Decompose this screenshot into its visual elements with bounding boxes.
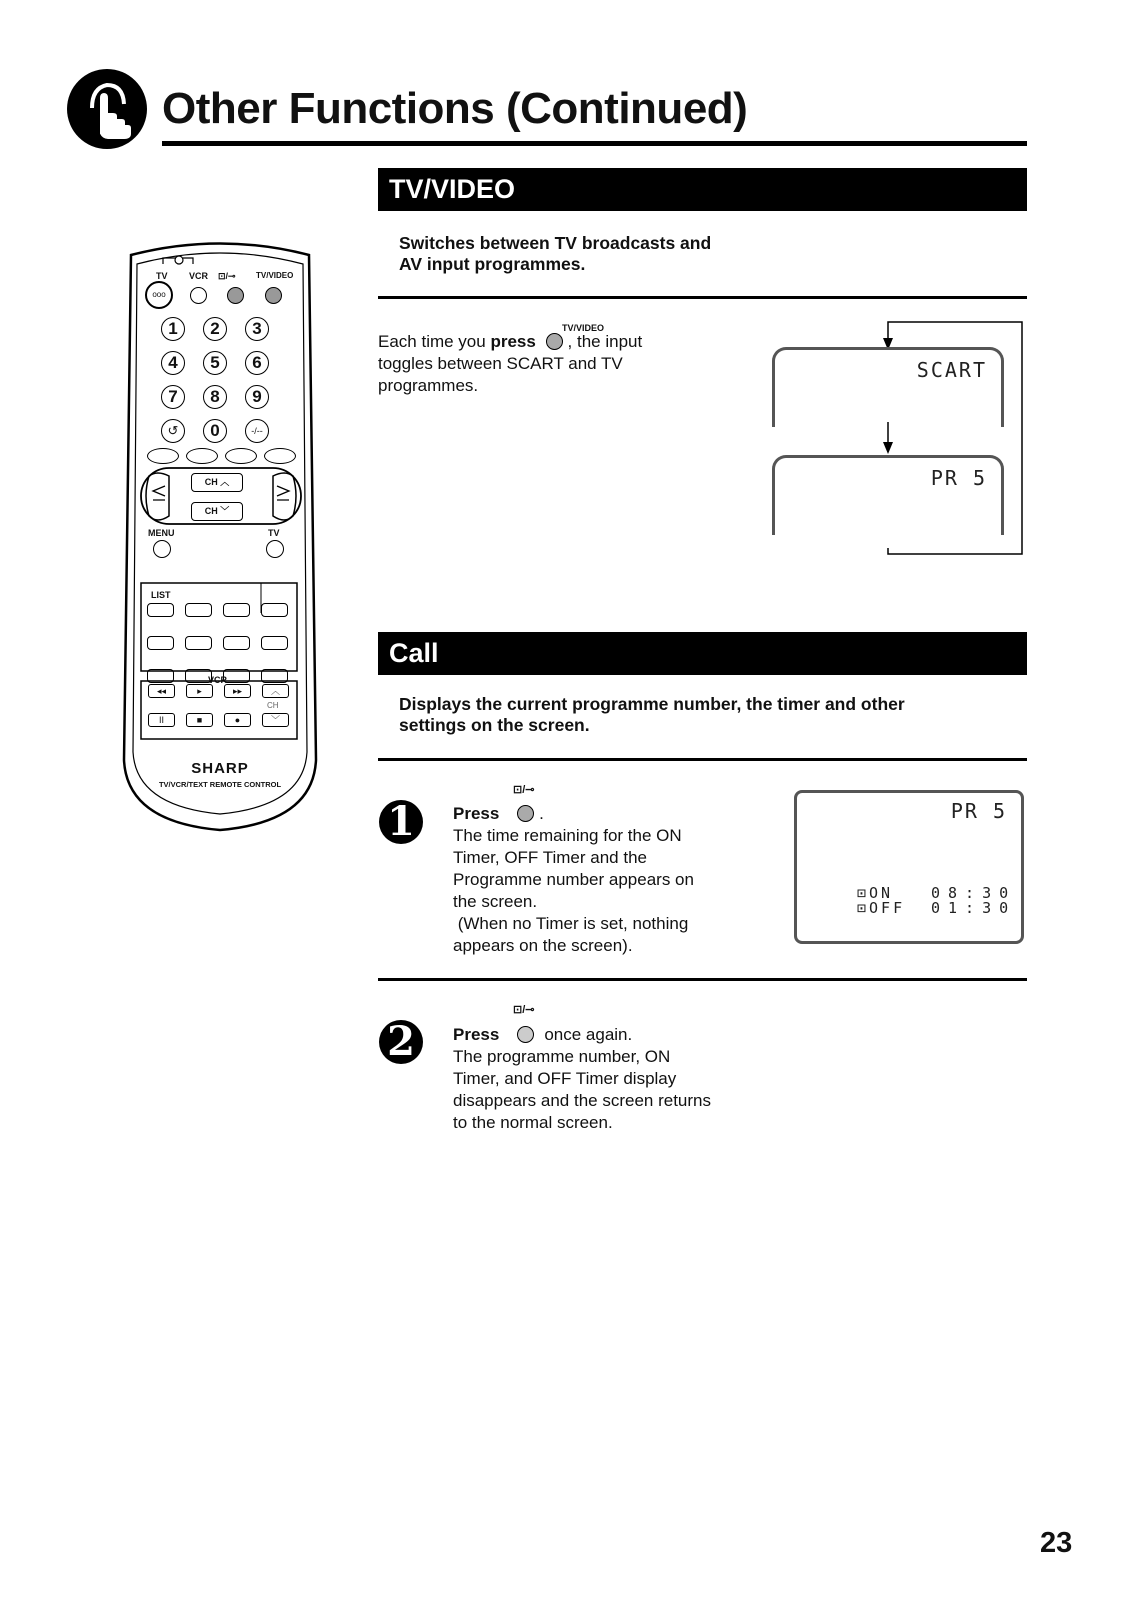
tv-video-body-line: toggles between SCART and TV (378, 354, 623, 373)
remote-digit: 2 (203, 317, 227, 341)
step-number: 2 (379, 1020, 423, 1064)
page-number: 23 (1040, 1527, 1073, 1559)
remote-control (121, 240, 319, 832)
call-button-icon (517, 805, 534, 822)
remote-digit: 3 (245, 317, 269, 341)
remote-ch-small-label: CH (267, 701, 279, 710)
remote-menu-label: MENU (148, 528, 175, 538)
step1-line: (When no Timer is set, nothing (453, 914, 689, 933)
teletext-hold-icon: ⊡/⊸ (218, 271, 236, 281)
tvvideo-button-label: TV/VIDEO (562, 323, 605, 333)
remote-menu-button (153, 540, 171, 558)
tv-video-press-word: press (490, 332, 536, 351)
dash-icon: -/-- (245, 419, 269, 443)
remote-ch-down: CH ﹀ (191, 502, 243, 521)
step1-line: The time remaining for the ON (453, 826, 682, 845)
remote-vcr-buttons: ◂◂ ▸ ▸▸ ︿ II ■ ● ﹀ (148, 684, 298, 727)
tv-video-lead-line: Switches between TV broadcasts and (399, 233, 712, 253)
tv-video-body-text: Each time you (378, 332, 491, 351)
remote-label-vcr: VCR (189, 271, 209, 281)
call-lead-line: Displays the current programme number, the timer and other (399, 694, 905, 714)
osd-off-label: OFF (869, 899, 906, 917)
remote-brand-logo: SHARP (191, 760, 249, 777)
call-button-label-icon: ⊡/⊸ (513, 1004, 535, 1016)
timer-icon: ⊡ (857, 884, 870, 902)
remote-digit: 5 (203, 351, 227, 375)
tv-video-lead-line: AV input programmes. (399, 254, 586, 274)
tv-video-body-line: programmes. (378, 376, 479, 395)
remote-digit: 9 (245, 385, 269, 409)
step1-line: Timer, OFF Timer and the (453, 848, 647, 867)
remote-ch-up: CH ︿ (191, 473, 243, 492)
remote-label-tvvideo: TV/VIDEO (256, 271, 294, 280)
remote-vcr-button (190, 287, 207, 304)
tvvideo-button-icon (546, 333, 563, 350)
tv-screen-scart (772, 347, 1004, 427)
step2-text (453, 1024, 773, 1134)
osd-on-time: 08:30 (931, 884, 1017, 902)
remote-digit: 0 (203, 419, 227, 443)
remote-digit: 7 (161, 385, 185, 409)
section-rule (378, 296, 1027, 299)
section-rule (378, 758, 1027, 761)
page-title: Other Functions (Continued) (162, 84, 748, 133)
step1-press-word: Press (453, 804, 500, 823)
tv-video-body (378, 331, 708, 397)
remote-number-pad (161, 317, 281, 443)
call-lead-line: settings on the screen. (399, 715, 590, 735)
screen-scart-text: SCART (916, 358, 987, 382)
call-osd-screen (794, 790, 1024, 944)
step2-press-word: Press (453, 1025, 500, 1044)
step2-line: Timer, and OFF Timer display (453, 1069, 677, 1088)
remote-tv-label: TV (268, 528, 280, 538)
remote-label-tv: TV (156, 271, 168, 281)
osd-on-label: ON (869, 884, 894, 902)
tv-video-body-text: , the input (562, 332, 643, 351)
osd-off-row (857, 899, 1017, 917)
step1-text (453, 803, 773, 957)
remote-digit: 8 (203, 385, 227, 409)
tv-video-lead (399, 233, 711, 275)
remote-ch-label: CH (204, 477, 218, 487)
call-button-icon (517, 1026, 534, 1043)
call-lead (399, 694, 905, 736)
step-number: 1 (379, 800, 423, 844)
remote-color-buttons (147, 448, 307, 464)
timer-icon: ⊡ (857, 899, 870, 917)
section-heading-tv-video: TV/VIDEO (378, 168, 1027, 211)
osd-pr-text: PR 5 (950, 799, 1007, 823)
remote-ch-label: CH (204, 506, 218, 516)
step2-line: to the normal screen. (453, 1113, 613, 1132)
remote-teletext-buttons (147, 603, 297, 683)
step1-after-button: . (539, 804, 544, 823)
remote-vcr-label: VCR (208, 675, 228, 685)
remote-digit: 6 (245, 351, 269, 375)
remote-call-button (227, 287, 244, 304)
call-button-label-icon: ⊡/⊸ (513, 784, 535, 796)
step2-line: The programme number, ON (453, 1047, 671, 1066)
screen-pr-text: PR 5 (930, 466, 987, 490)
section-heading-call: Call (378, 632, 1027, 675)
remote-tvvideo-button (265, 287, 282, 304)
osd-off-time: 01:30 (931, 899, 1017, 917)
remote-tv-button (266, 540, 284, 558)
flashback-icon: ↺ (161, 419, 185, 443)
remote-list-label: LIST (151, 590, 171, 600)
section-rule (378, 978, 1027, 981)
step2-line: disappears and the screen returns (453, 1091, 711, 1110)
tv-screen-pr (772, 455, 1004, 535)
step1-line: Programme number appears on (453, 870, 694, 889)
remote-caption: TV/VCR/TEXT REMOTE CONTROL (158, 780, 282, 789)
title-rule (162, 141, 1027, 146)
step1-line: the screen. (453, 892, 538, 911)
remote-digit: 4 (161, 351, 185, 375)
pointing-hand-icon (66, 68, 148, 150)
step2-after-button: once again. (544, 1025, 633, 1044)
remote-digit: 1 (161, 317, 185, 341)
remote-power-button: ooo (145, 281, 173, 309)
step1-line: appears on the screen). (453, 936, 633, 955)
